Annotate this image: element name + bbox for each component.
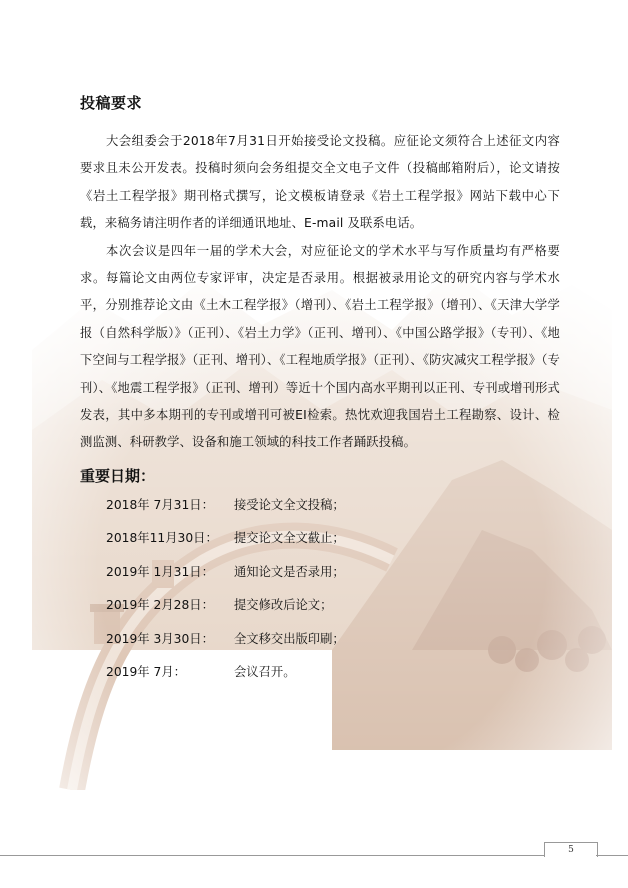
important-dates-heading: 重要日期： <box>80 466 156 485</box>
footer-divider-right <box>596 855 628 856</box>
page-number: 5 <box>544 842 598 857</box>
date-row <box>80 589 560 623</box>
date-event: 提交论文全文截止； <box>234 531 345 546</box>
submission-paragraph-2: 本次会议是四年一届的学术大会，对应征论文的学术水平与写作质量均有严格要求。每篇论文由两位专家评审，决定是否录用。根据被录用论文的研究内容与学术水平，分别推荐论文由《土木工程学报》（增刊）、《岩土工程学报》（增刊）、《天津大学学报（自然科学版）》（正刊）、《岩土力学》（正刊、增刊）、《中国公路学报》（专刊）、《地下空间与工程学报》（正刊、增刊）、《工程地质学报》（正刊）、《防灾减灾工程学报》（专刊）、《地震工程学报》（正刊、增刊）等近十个国内高水平期刊以正刊、专刊或增刊形式发表，其中多本期刊的专刊或增刊可被EI检索。热忱欢迎我国岩土工程勘察、设计、检测监测、科研教学、设备和施工领域的科技工作者踊跃投稿。 <box>80 243 560 450</box>
date-event: 会议召开。 <box>234 665 296 680</box>
submission-requirements-heading: 投稿要求 <box>80 94 143 112</box>
date-event: 通知论文是否录用； <box>234 564 345 579</box>
date-row <box>80 623 560 657</box>
important-dates-list <box>80 489 560 690</box>
submission-paragraph-1: 大会组委会于2018年7月31日开始接受论文投稿。应征论文须符合上述征文内容要求且未公开发表。投稿时须向会务组提交全文电子文件（投稿邮箱附后），论文请按《岩土工程学报》期刊格式撰写，论文模板请登录《岩土工程学报》网站下载中心下载，来稿务请注明作者的详细通讯地址、E-mail 及联系电话。 <box>80 134 560 231</box>
main-content <box>80 92 560 690</box>
date-label: 2019年 2月28日： <box>106 598 214 613</box>
date-label: 2018年 7月31日： <box>106 497 214 512</box>
date-event: 接受论文全文投稿； <box>234 497 345 512</box>
footer-divider <box>0 855 544 856</box>
date-label: 2019年 1月31日： <box>106 564 214 579</box>
date-event: 全文移交出版印刷； <box>234 631 345 646</box>
date-row <box>80 556 560 590</box>
date-event: 提交修改后论文； <box>234 598 333 613</box>
date-label: 2018年11月30日： <box>106 531 218 546</box>
date-label: 2019年 3月30日： <box>106 631 214 646</box>
date-label: 2019年 7月： <box>106 665 186 680</box>
date-row <box>80 656 560 690</box>
date-row <box>80 522 560 556</box>
date-row <box>80 489 560 523</box>
